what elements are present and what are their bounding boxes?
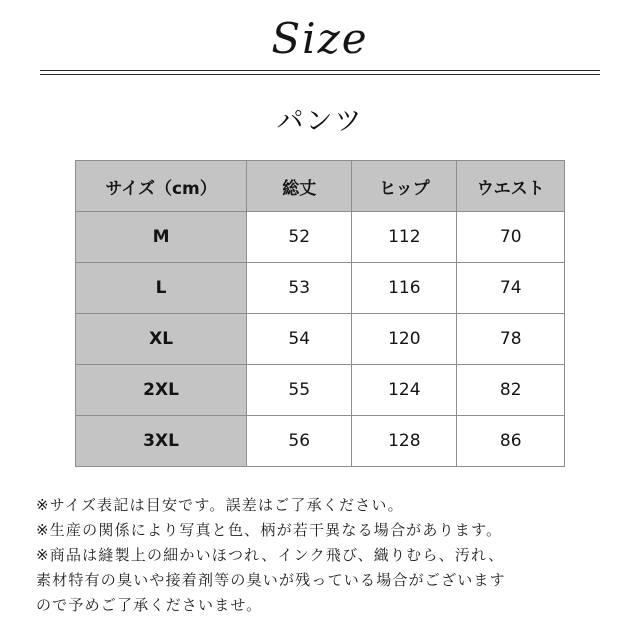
divider-line-bottom (40, 74, 600, 75)
row-label-m: M (76, 212, 247, 263)
column-header-waist: ウエスト (457, 161, 565, 212)
title-divider (40, 70, 600, 75)
title-block (0, 0, 640, 75)
cell-m-waist: 70 (457, 212, 565, 263)
cell-l-total-length: 53 (247, 263, 352, 314)
cell-2xl-waist: 82 (457, 365, 565, 416)
cell-m-hip: 112 (352, 212, 457, 263)
table-header-row (76, 161, 565, 212)
cell-xl-waist: 78 (457, 314, 565, 365)
cell-2xl-hip: 124 (352, 365, 457, 416)
cell-3xl-hip: 128 (352, 416, 457, 467)
column-header-size: サイズ（cm） (76, 161, 247, 212)
note-line: ※商品は縫製上の細かいほつれ、インク飛び、織りむら、汚れ、 (36, 546, 505, 564)
cell-l-waist: 74 (457, 263, 565, 314)
page-title: Size (271, 14, 369, 63)
cell-l-hip: 116 (352, 263, 457, 314)
size-table-wrapper (75, 160, 565, 467)
cell-xl-total-length: 54 (247, 314, 352, 365)
table-body (76, 212, 565, 467)
row-label-2xl: 2XL (76, 365, 247, 416)
cell-3xl-waist: 86 (457, 416, 565, 467)
note-line: ※サイズ表記は目安です。誤差はご了承ください。 (36, 496, 404, 514)
table-row (76, 365, 565, 416)
row-label-l: L (76, 263, 247, 314)
row-label-xl: XL (76, 314, 247, 365)
column-header-total-length: 総丈 (247, 161, 352, 212)
cell-xl-hip: 120 (352, 314, 457, 365)
cell-m-total-length: 52 (247, 212, 352, 263)
note-line: 素材特有の臭いや接着剤等の臭いが残っている場合がございます (36, 571, 506, 589)
table-row (76, 416, 565, 467)
note-line: ※生産の関係により写真と色、柄が若干異なる場合があります。 (36, 521, 503, 539)
cell-2xl-total-length: 55 (247, 365, 352, 416)
table-header (76, 161, 565, 212)
disclaimer-notes (30, 493, 610, 618)
divider-line-top (40, 70, 600, 71)
note-line: ので予めご了承くださいませ。 (36, 596, 263, 614)
column-header-hip: ヒップ (352, 161, 457, 212)
cell-3xl-total-length: 56 (247, 416, 352, 467)
table-row (76, 212, 565, 263)
table-row (76, 314, 565, 365)
row-label-3xl: 3XL (76, 416, 247, 467)
product-category-label: パンツ (276, 106, 364, 137)
table-row (76, 263, 565, 314)
size-table (75, 160, 565, 467)
